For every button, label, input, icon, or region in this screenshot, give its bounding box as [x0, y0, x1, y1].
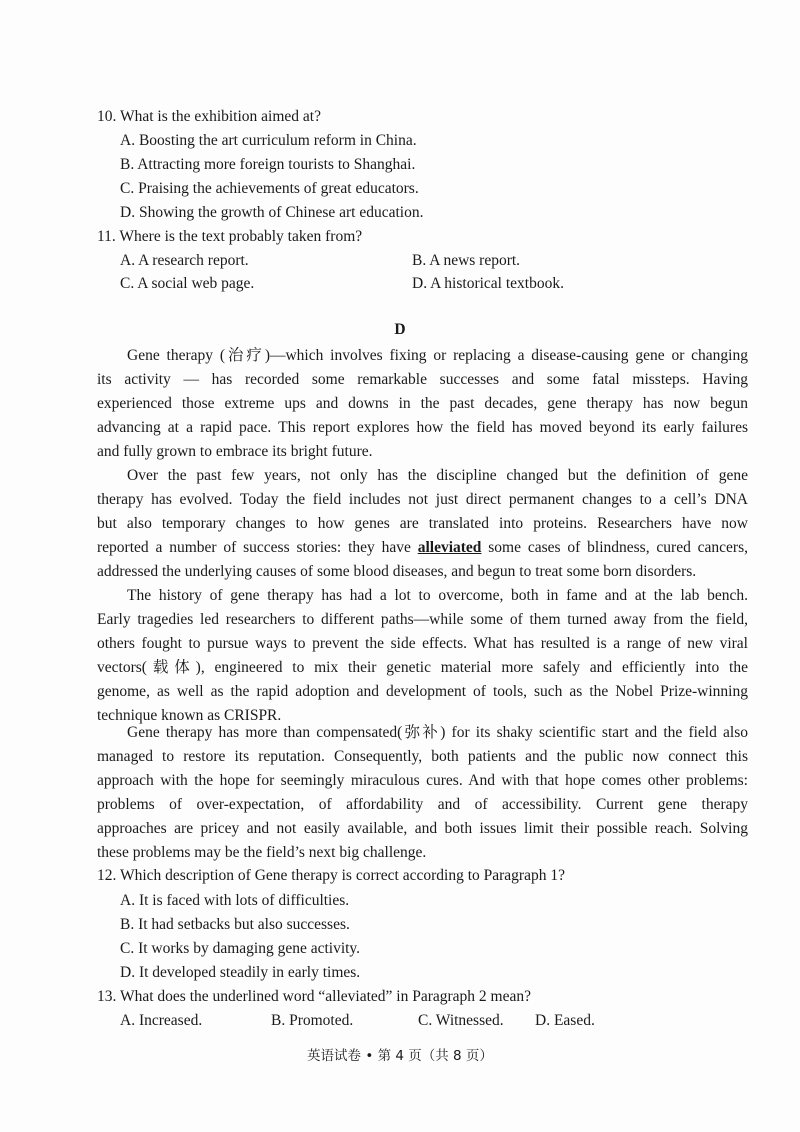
passage-line: but also temporary changes to how genes are translated into proteins. Researchers have now [97, 515, 748, 532]
passage-line: others fought to pursue ways to prevent the side effects. What has resulted is a range of new viral [97, 635, 748, 652]
option: A. Boosting the art curriculum reform in China. [120, 132, 417, 149]
question-stem: 10. What is the exhibition aimed at? [97, 108, 321, 125]
option: C. It works by damaging gene activity. [120, 940, 361, 957]
passage-line [97, 536, 748, 560]
option: D. It developed steadily in early times. [120, 964, 361, 981]
passage-line: approaches are pricey and not easily available, and both issues limit their possible reach. Solving [97, 820, 748, 837]
option: A. Increased. [120, 1012, 203, 1029]
option: D. A historical textbook. [412, 275, 564, 292]
passage-line: addressed the underlying causes of some blood diseases, and begun to treat some born disorders. [97, 563, 697, 580]
question-stem: 12. Which description of Gene therapy is correct according to Paragraph 1? [97, 867, 565, 884]
passage-line: vectors(载体), engineered to mix their genetic material more safely and efficiently into the [97, 659, 748, 676]
option: B. It had setbacks but also successes. [120, 916, 350, 933]
passage-line: and fully grown to embrace its bright future. [97, 443, 373, 460]
passage-line: managed to restore its reputation. Consequently, both patients and the public now connect this [97, 748, 748, 765]
passage-line: technique known as CRISPR. [97, 707, 282, 724]
passage-line: Over the past few years, not only has the discipline changed but the definition of gene [127, 467, 748, 484]
option: C. Witnessed. [418, 1012, 504, 1029]
passage-line: these problems may be the field’s next big challenge. [97, 844, 427, 861]
option: C. A social web page. [120, 275, 255, 292]
passage-line: Gene therapy (治疗)—which involves fixing or replacing a disease-causing gene or changing [127, 347, 748, 364]
text: reported a number of success stories: they have [97, 539, 418, 556]
passage-line: its activity — has recorded some remarkable successes and some fatal missteps. Having [97, 371, 748, 388]
option: A. It is faced with lots of difficulties. [120, 892, 350, 909]
page-footer: 英语试卷 • 第 4 页（共 8 页） [307, 1048, 493, 1064]
passage-line: therapy has evolved. Today the field includes not just direct permanent changes to a cell’s DNA [97, 491, 748, 508]
option: B. Attracting more foreign tourists to Shanghai. [120, 156, 416, 173]
passage-line: problems of over-expectation, of affordability and of accessibility. Current gene therapy [97, 796, 748, 813]
passage-line: The history of gene therapy has had a lot to overcome, both in fame and at the lab bench. [127, 587, 748, 604]
passage-line: experienced those extreme ups and downs in the past decades, gene therapy has now begun [97, 395, 748, 412]
section-heading: D [394, 321, 406, 338]
question-stem: 13. What does the underlined word “alleviated” in Paragraph 2 mean? [97, 988, 531, 1005]
passage-line: advancing at a rapid pace. This report explores how the field has moved beyond its early failures [97, 419, 748, 436]
option: B. Promoted. [271, 1012, 354, 1029]
option: B. A news report. [412, 252, 521, 269]
text: some cases of blindness, cured cancers, [481, 539, 748, 556]
question-stem: 11. Where is the text probably taken from? [97, 228, 363, 245]
passage-line: Early tragedies led researchers to different paths—while some of them turned away from the field, [97, 611, 748, 628]
passage-line: genome, as well as the rapid adoption and development of tools, such as the Nobel Prize-winning [97, 683, 748, 700]
option: D. Showing the growth of Chinese art education. [120, 204, 424, 221]
option: C. Praising the achievements of great educators. [120, 180, 419, 197]
underlined-word: alleviated [417, 539, 482, 556]
option: D. Eased. [535, 1012, 595, 1029]
passage-line: approach with the hope for seemingly miraculous cures. And with that hope comes other problems: [97, 772, 748, 789]
option: A. A research report. [120, 252, 249, 269]
passage-line: Gene therapy has more than compensated(弥补) for its shaky scientific start and the field also [127, 724, 748, 741]
